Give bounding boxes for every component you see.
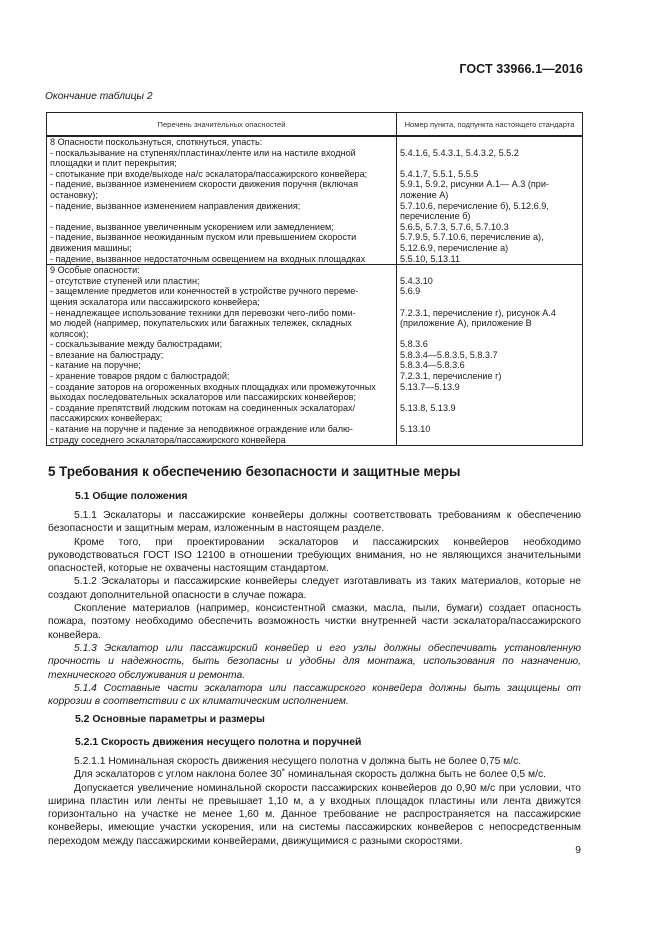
clause-line: 5.13.10 [400,424,431,435]
clause-cell-group-8 [397,136,583,265]
clause-line: 5.4.3.10 [400,275,433,286]
section-5-1-heading: 5.1 Общие положения [75,491,188,502]
clause-line: 5.8.3.4—5.8.3.5, 5.8.3.7 [400,349,498,360]
clause-line: 5.7.10.6, перечисление б), 5.12.6.9, [400,200,549,211]
table-header-row [47,113,583,137]
section-5-1-body [48,509,581,708]
hazard-line: мо людей (например, покупательских или багажных тележек, складных [50,318,352,329]
clause-line: перечисление б) [400,211,471,222]
paragraph-5-1-1-cont: Кроме того, при проектировании эскалаторов и пассажирских конвейеров необходимо руководствоваться ГОСТ ISO 12100 в отношении требующих внимания, но не являющихся значительными опасностей, которые не охвачены настоящим стандартом. [48,536,581,575]
hazard-line: пассажирских конвейерах; [50,413,163,424]
line-gap [400,329,579,340]
page-number: 9 [575,845,581,856]
hazard-line: - соскальзывание между балюстрадами; [50,339,223,350]
clause-line: 5.4.1.6, 5.4.3.1, 5.4.3.2, 5.5.2 [400,147,519,158]
column-header-hazards: Перечень значительных опасностей [47,113,397,137]
clause-line: (приложение А), приложение В [400,318,532,329]
clause-line: 5.8.3.6 [400,339,428,350]
hazard-line: - хранение товаров рядом с балюстрадой; [50,371,230,382]
hazard-line: - создание препятствий людским потокам на соединенных эскалаторах/ [50,402,356,413]
clause-line: 5.8.3.4—5.8.3.6 [400,360,465,371]
hazard-line: площадки и плит перекрытия; [50,158,177,169]
table-row-group-8 [47,136,583,265]
paragraph-5-2-1-1-cont2: Допускается увеличение номинальной скорости пассажирских конвейеров до 0,90 м/с при условии, что ширина пластин или ленты не превышает 1,10 м, а у входных площадок пластины или лента движутся горизонтально на участке не менее 1,60 м. Данное требование не распространяется на пассажирские конвейеры, имеющие участки ускорения, или на системы пассажирских конвейеров с непосредственным переходом между пассажирскими конвейерами, движущимися с разными скоростями. [48,782,581,847]
clause-line: 5.4.1.7, 5.5.1, 5.5.5 [400,168,479,179]
hazard-line: колясок); [50,328,89,339]
paragraph-5-1-1: 5.1.1 Эскалаторы и пассажирские конвейеры должны соответствовать требованиям к обеспечению безопасности и защитным мерам, изложенным в настоящем разделе. [48,510,581,535]
hazard-line: - защемление предметов или конечностей в устройстве ручного переме- [50,286,359,297]
clause-line: 5.6.9 [400,286,421,297]
clause-line: 5.13.7—5.13.9 [400,381,460,392]
hazard-line: 8 Опасности поскользнуться, споткнуться, упасть: [50,137,263,147]
hazard-line: движения машины; [50,242,132,253]
hazard-line: страду соседнего эскалатора/пассажирского конвейера [50,434,286,445]
hazard-line: - падение, вызванное неожиданным пуском или превышением скорости [50,232,357,243]
paragraph-5-1-3: 5.1.3 Эскалатор или пассажирский конвейер и его узлы должны обеспечивать установленную прочность и надежность, быть безопасны и удобны для монтажа, использования по назначению, технического обслуживания и ремонта. [48,642,581,681]
hazard-line: щения эскалатора или пассажирского конвейера; [50,296,260,307]
column-header-clause: Номер пункта, подпункта настоящего стандарта [397,113,583,137]
clause-line: 5.13.8, 5.13.9 [400,402,456,413]
paragraph-5-2-1-1-cont: Для эскалаторов с углом наклона более 30˚ номинальная скорость должна быть не более 0,5 м/с. [74,769,546,781]
line-gap [400,137,579,148]
hazards-table [46,112,583,446]
table-caption: Окончание таблицы 2 [45,91,153,102]
hazard-line: - падение, вызванное увеличенным ускорением или замедлением; [50,221,334,232]
hazard-line: - падение, вызванное изменением скорости движения поручня (включая [50,179,359,190]
clause-line: 5.6.5, 5.7.3, 5.7.6, 5.7.10.3 [400,221,509,232]
clause-line: 5.5.10, 5.13.11 [400,253,461,264]
hazard-line: 9 Особые опасности: [50,265,140,276]
paragraph-5-1-4: 5.1.4 Составные части эскалатора или пассажирского конвейера должны быть защищены от коррозии в соответствии с их климатическим исполнением. [48,682,581,708]
hazard-line: - влезание на балюстраду; [50,349,164,360]
paragraph-5-1-2-cont: Скопление материалов (например, консистентной смазки, масла, пыли, бумаги) создает опасность пожара, поэтому необходимо обеспечить возможность чистки внутренней части эскалатора/пассажирского конвейера. [48,603,581,641]
section-5-heading: 5 Требования к обеспечению безопасности и защитные меры [48,464,461,479]
section-5-2-heading: 5.2 Основные параметры и размеры [75,714,265,725]
clause-line: 7.2.3.1, перечисление г) [400,371,502,382]
clause-line: 7.2.3.1, перечисление г), рисунок А.4 [400,307,556,318]
section-5-2-1-heading: 5.2.1 Скорость движения несущего полотна и поручней [75,737,362,748]
clause-cell-group-9 [397,265,583,446]
hazard-line: - поскальзывание на ступенях/пластинах/ленте или на настиле входной [50,147,356,158]
hazard-line: - спотыкание при входе/выходе на/с эскалатора/пассажирского конвейера; [50,168,368,179]
paragraph-5-1-2: 5.1.2 Эскалаторы и пассажирские конвейеры следует изготавливать из таких материалов, которые не создают дополнительной опасности в случае пожара. [48,576,581,601]
hazard-line: - катание на поручне и падение за неподвижное ограждение или балю- [50,424,353,435]
hazard-line: выходах последовательных эскалаторов или пассажирских конвейеров; [50,392,357,403]
document-code: ГОСТ 33966.1—2016 [459,62,583,76]
paragraph-5-2-1-1: 5.2.1.1 Номинальная скорость движения несущего полотна v должна быть не более 0,75 м/с. [74,756,522,767]
hazard-line: - падение, вызванное недостаточным освещением на входных площадках [50,253,366,264]
hazard-line: - катание на поручне; [50,360,141,371]
line-gap [400,413,579,424]
section-5-2-1-body [48,755,581,848]
table-row-group-9 [47,265,583,446]
clause-line: ложение А) [400,189,449,200]
line-gap [50,211,393,222]
hazard-cell-group-9 [47,265,397,446]
hazard-line: остановку); [50,189,98,200]
hazard-line: - ненадлежащее использование техники для перевозки чего-либо поми- [50,307,356,318]
hazard-line: - падение, вызванное изменением направления движения; [50,200,301,211]
line-gap [400,158,579,169]
hazard-line: - создание заторов на огороженных входных площадках или промежуточных [50,381,376,392]
clause-line: 5.12.6.9, перечисление а) [400,242,509,253]
hazard-cell-group-8 [47,136,397,265]
clause-line: 5.9.1, 5.9.2, рисунки А.1— А.3 (при- [400,179,549,190]
line-gap [400,265,579,276]
clause-line: 5.7.9.5, 5.7.10.6, перечисление а), [400,232,544,243]
line-gap [400,392,579,403]
line-gap [400,297,579,308]
hazard-line: - отсутствие ступеней или пластин; [50,275,200,286]
